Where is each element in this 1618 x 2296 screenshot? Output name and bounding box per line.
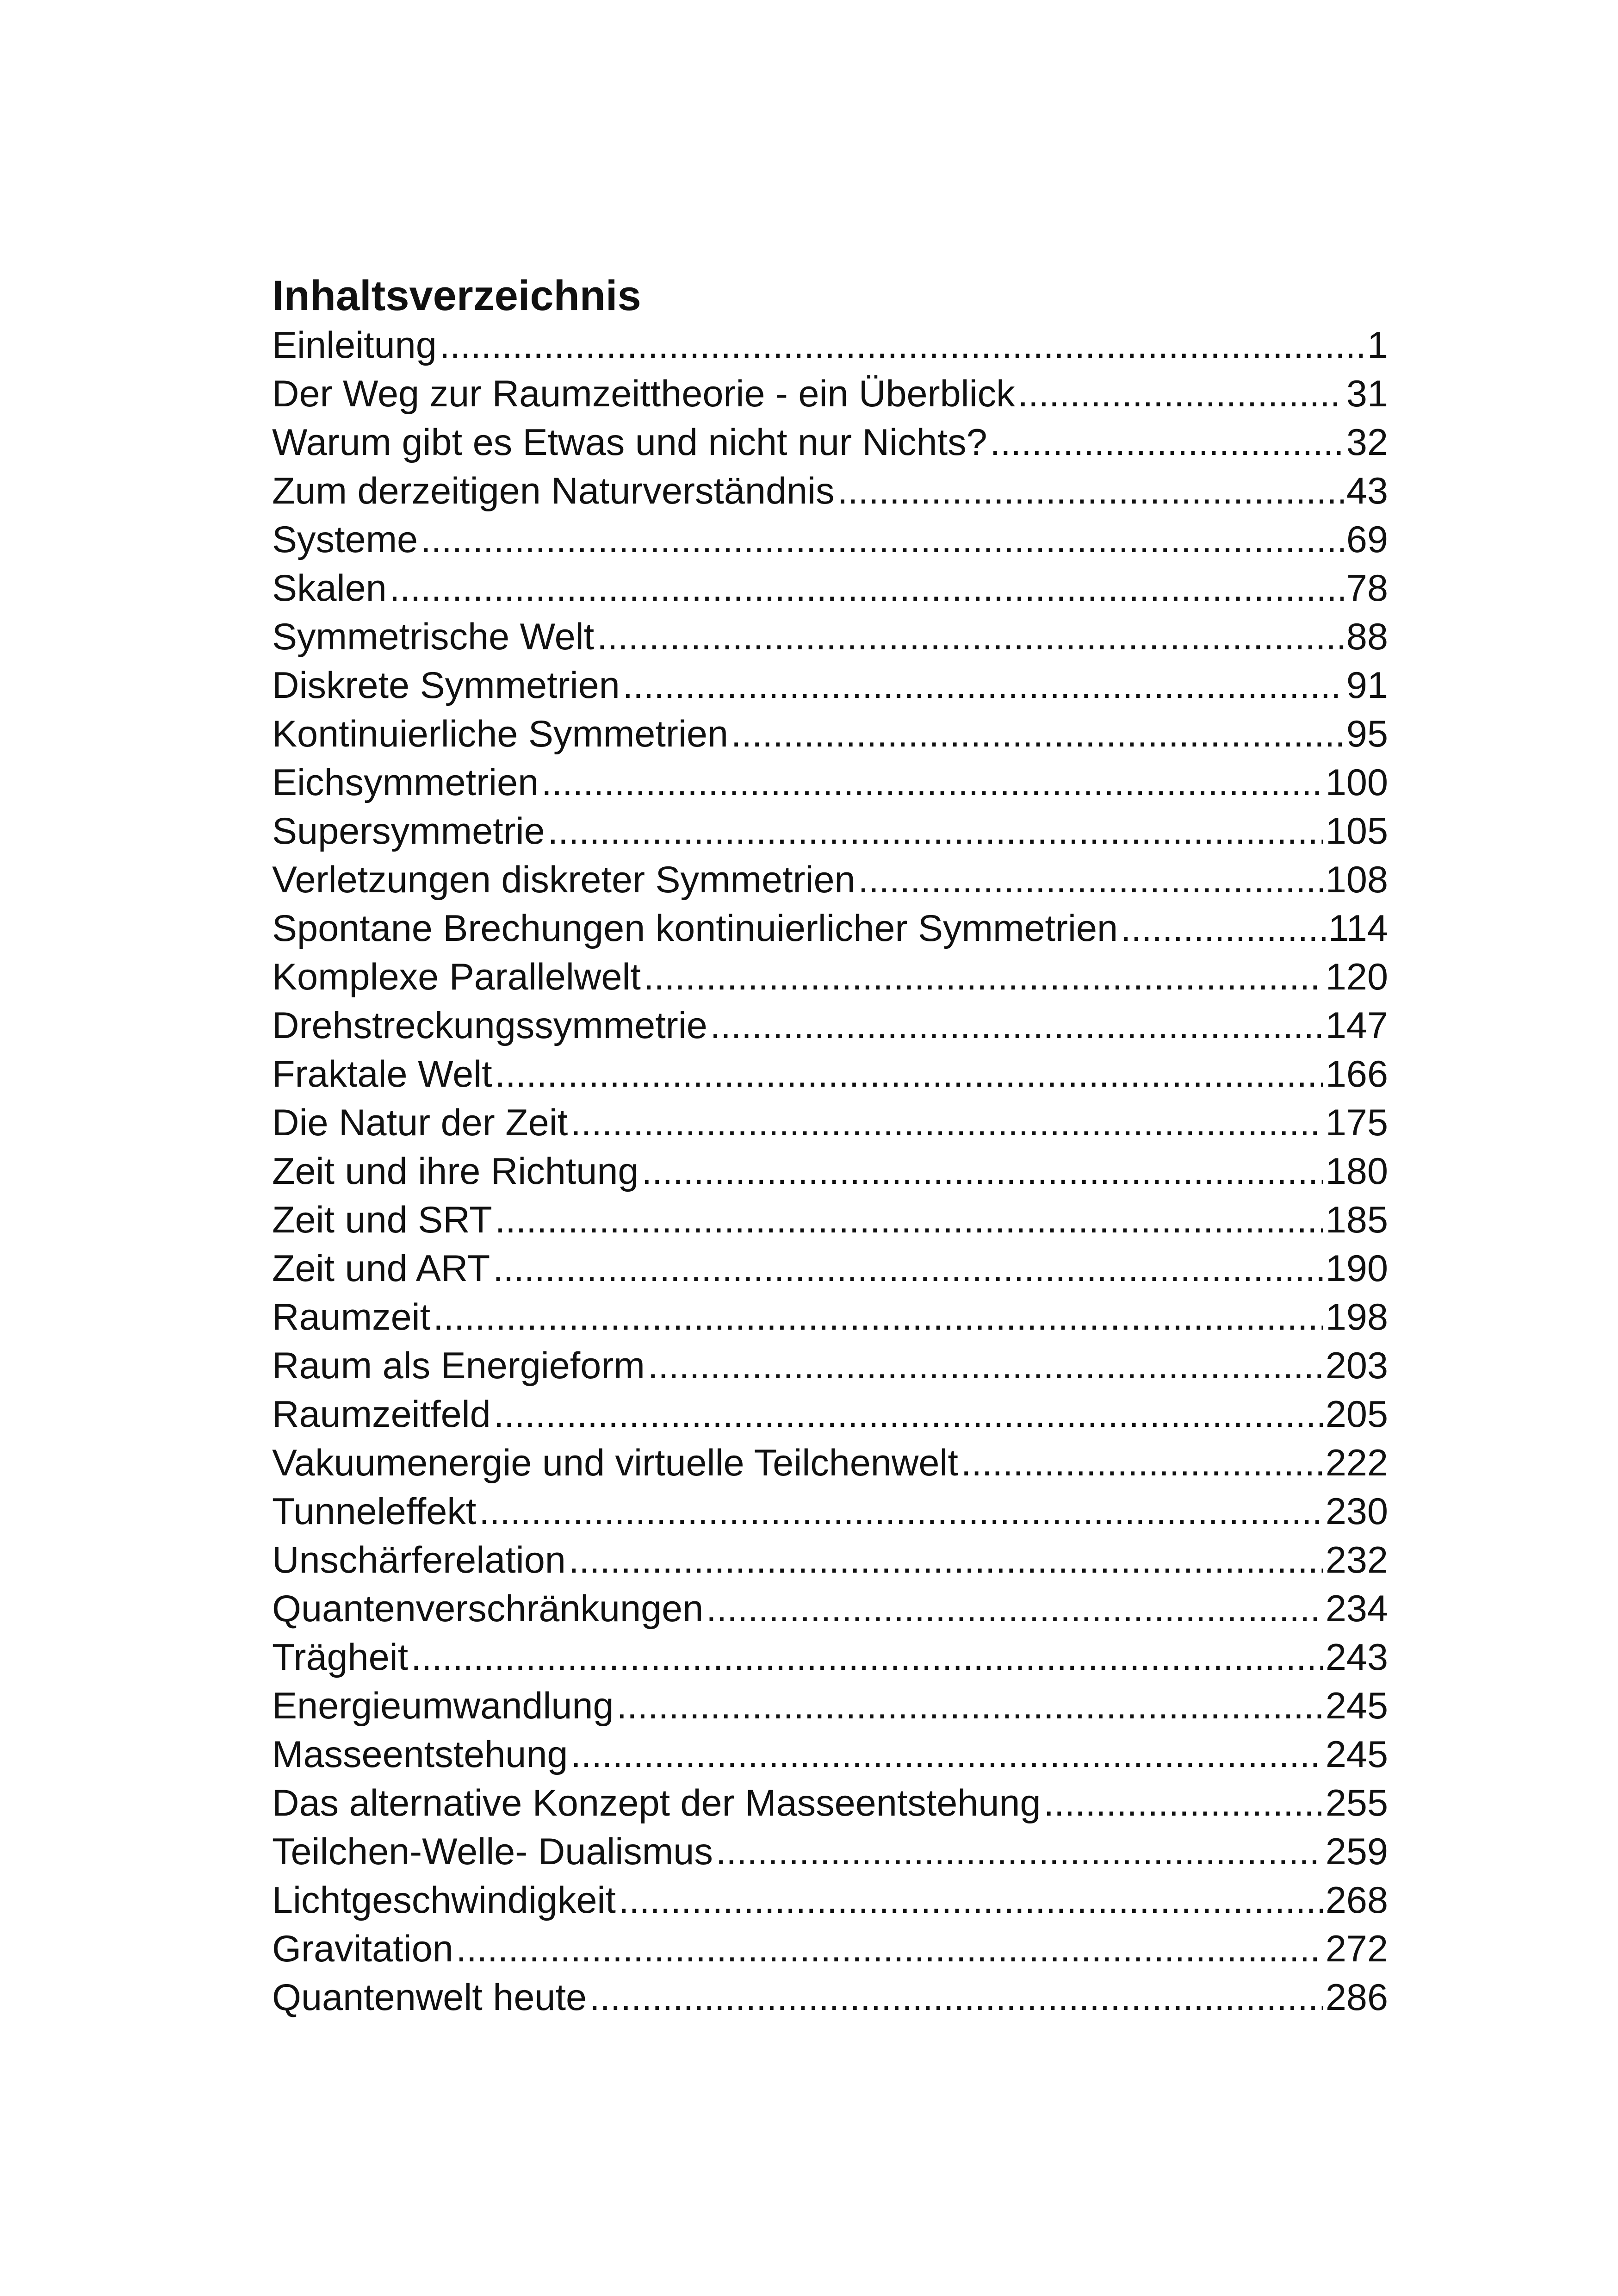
- toc-entry[interactable]: [272, 856, 1388, 904]
- toc-entry-title: Vakuumenergie und virtuelle Teilchenwelt: [272, 1442, 958, 1484]
- toc-title: Inhaltsverzeichnis: [272, 272, 641, 319]
- toc-entry[interactable]: [272, 953, 1388, 1002]
- toc-entry-title: Quantenverschränkungen: [272, 1588, 704, 1630]
- toc-entry-title: Spontane Brechungen kontinuierlicher Symmetrien: [272, 908, 1118, 949]
- toc-entry-page-number: 166: [1325, 1053, 1388, 1095]
- toc-entry-page-number: 91: [1346, 665, 1388, 706]
- toc-entry-title: Zum derzeitigen Naturverständnis: [272, 470, 835, 512]
- toc-entry-title: Zeit und SRT: [272, 1199, 492, 1241]
- toc-entry[interactable]: [272, 1244, 1388, 1293]
- table-of-contents: [272, 270, 1388, 2022]
- toc-entry-title: Raumzeit: [272, 1296, 431, 1338]
- toc-entry-title: Quantenwelt heute: [272, 1977, 587, 2018]
- dot-leader: [479, 1487, 1323, 1536]
- toc-entry[interactable]: [272, 1828, 1388, 1876]
- toc-entry-page-number: 108: [1325, 859, 1388, 901]
- toc-entry-title: Drehstreckungssymmetrie: [272, 1005, 707, 1046]
- toc-entry[interactable]: [272, 1633, 1388, 1682]
- toc-entry-title: Systeme: [272, 519, 418, 560]
- toc-entry-page-number: 245: [1325, 1685, 1388, 1727]
- toc-entry[interactable]: [272, 1876, 1388, 1925]
- toc-entry-page-number: 100: [1325, 762, 1388, 803]
- toc-entry[interactable]: [272, 1147, 1388, 1196]
- toc-entry[interactable]: [272, 418, 1388, 467]
- toc-entry-title: Teilchen-Welle- Dualismus: [272, 1831, 713, 1873]
- toc-entry[interactable]: [272, 1925, 1388, 1973]
- toc-entry[interactable]: [272, 1973, 1388, 2022]
- toc-entry[interactable]: [272, 1099, 1388, 1147]
- toc-entry-title: Zeit und ihre Richtung: [272, 1151, 639, 1192]
- dot-leader: [990, 418, 1344, 467]
- dot-leader: [541, 759, 1323, 807]
- dot-leader: [456, 1925, 1323, 1973]
- toc-entry-page-number: 78: [1346, 567, 1388, 609]
- toc-entry[interactable]: [272, 321, 1388, 370]
- toc-entry-page-number: 232: [1325, 1539, 1388, 1581]
- dot-leader: [570, 1099, 1323, 1147]
- toc-entry-title: Raumzeitfeld: [272, 1394, 491, 1435]
- toc-entry[interactable]: [272, 661, 1388, 710]
- toc-entry-title: Skalen: [272, 567, 387, 609]
- toc-entry-page-number: 205: [1325, 1394, 1388, 1435]
- toc-entry[interactable]: [272, 1536, 1388, 1585]
- toc-entry-page-number: 31: [1346, 373, 1388, 415]
- toc-entry-page-number: 180: [1325, 1151, 1388, 1192]
- toc-entry[interactable]: [272, 613, 1388, 661]
- dot-leader: [411, 1633, 1323, 1682]
- toc-entry-title: Lichtgeschwindigkeit: [272, 1879, 616, 1921]
- toc-entry-title: Supersymmetrie: [272, 810, 545, 852]
- toc-entry-title: Tunneleffekt: [272, 1491, 477, 1532]
- dot-leader: [619, 1876, 1323, 1925]
- toc-entry-title: Raum als Energieform: [272, 1345, 645, 1387]
- dot-leader: [716, 1828, 1323, 1876]
- toc-entry[interactable]: [272, 807, 1388, 856]
- dot-leader: [641, 1147, 1322, 1196]
- toc-entry-page-number: 43: [1346, 470, 1388, 512]
- toc-entry-page-number: 230: [1325, 1491, 1388, 1532]
- dot-leader: [494, 1390, 1323, 1439]
- toc-entry-title: Symmetrische Welt: [272, 616, 595, 658]
- dot-leader: [495, 1196, 1323, 1244]
- toc-entry-page-number: 69: [1346, 519, 1388, 560]
- toc-entry-title: Die Natur der Zeit: [272, 1102, 568, 1144]
- toc-entry-page-number: 268: [1325, 1879, 1388, 1921]
- toc-entry-title: Kontinuierliche Symmetrien: [272, 713, 728, 755]
- dot-leader: [1044, 1779, 1323, 1828]
- toc-entry[interactable]: [272, 564, 1388, 613]
- dot-leader: [648, 1342, 1323, 1390]
- dot-leader: [495, 1050, 1323, 1099]
- dot-leader: [617, 1682, 1323, 1730]
- toc-entry[interactable]: [272, 1487, 1388, 1536]
- toc-entry[interactable]: [272, 1293, 1388, 1342]
- toc-entry-list: [272, 321, 1388, 2022]
- dot-leader: [421, 516, 1344, 564]
- toc-entry-page-number: 198: [1325, 1296, 1388, 1338]
- toc-entry-page-number: 234: [1325, 1588, 1388, 1630]
- toc-entry[interactable]: [272, 467, 1388, 516]
- dot-leader: [623, 661, 1344, 710]
- toc-entry[interactable]: [272, 516, 1388, 564]
- toc-entry[interactable]: [272, 370, 1388, 418]
- toc-entry-page-number: 245: [1325, 1734, 1388, 1775]
- toc-entry-title: Eichsymmetrien: [272, 762, 539, 803]
- dot-leader: [569, 1536, 1323, 1585]
- toc-entry-title: Diskrete Symmetrien: [272, 665, 620, 706]
- toc-entry-title: Einleitung: [272, 324, 437, 366]
- toc-entry[interactable]: [272, 1779, 1388, 1828]
- toc-entry-page-number: 95: [1346, 713, 1388, 755]
- dot-leader: [493, 1244, 1323, 1293]
- toc-entry-page-number: 147: [1325, 1005, 1388, 1046]
- toc-entry-page-number: 185: [1325, 1199, 1388, 1241]
- toc-entry-page-number: 88: [1346, 616, 1388, 658]
- toc-entry-title: Gravitation: [272, 1928, 453, 1970]
- toc-entry-page-number: 175: [1325, 1102, 1388, 1144]
- dot-leader: [710, 1002, 1323, 1050]
- toc-entry-title: Das alternative Konzept der Masseentstehung: [272, 1782, 1041, 1824]
- toc-entry-page-number: 114: [1328, 908, 1388, 949]
- toc-entry-title: Zeit und ART: [272, 1248, 490, 1289]
- dot-leader: [548, 807, 1323, 856]
- toc-entry-title: Warum gibt es Etwas und nicht nur Nichts?: [272, 422, 987, 463]
- dot-leader: [433, 1293, 1323, 1342]
- toc-entry[interactable]: [272, 1002, 1388, 1050]
- toc-entry[interactable]: [272, 759, 1388, 807]
- toc-entry-title: Komplexe Parallelwelt: [272, 956, 641, 998]
- toc-entry-page-number: 259: [1325, 1831, 1388, 1873]
- toc-entry-page-number: 243: [1325, 1636, 1388, 1678]
- dot-leader: [597, 613, 1344, 661]
- dot-leader: [961, 1439, 1323, 1487]
- toc-entry-page-number: 120: [1325, 956, 1388, 998]
- dot-leader: [837, 467, 1344, 516]
- toc-entry-page-number: 203: [1325, 1345, 1388, 1387]
- toc-entry-page-number: 105: [1325, 810, 1388, 852]
- dot-leader: [589, 1973, 1323, 2022]
- dot-leader: [440, 321, 1364, 370]
- toc-entry-page-number: 190: [1325, 1248, 1388, 1289]
- toc-entry-title: Fraktale Welt: [272, 1053, 492, 1095]
- dot-leader: [706, 1585, 1323, 1633]
- dot-leader: [644, 953, 1323, 1002]
- toc-entry[interactable]: [272, 1050, 1388, 1099]
- toc-entry-title: Trägheit: [272, 1636, 409, 1678]
- toc-entry-title: Der Weg zur Raumzeittheorie - ein Überblick: [272, 373, 1015, 415]
- toc-entry-page-number: 32: [1346, 422, 1388, 463]
- toc-entry[interactable]: [272, 1730, 1388, 1779]
- dot-leader: [1121, 904, 1326, 953]
- toc-entry[interactable]: [272, 710, 1388, 759]
- toc-entry[interactable]: [272, 1585, 1388, 1633]
- toc-entry-title: Unschärferelation: [272, 1539, 566, 1581]
- dot-leader: [731, 710, 1344, 759]
- toc-entry-page-number: 272: [1325, 1928, 1388, 1970]
- toc-entry[interactable]: [272, 1682, 1388, 1730]
- dot-leader: [390, 564, 1344, 613]
- toc-entry[interactable]: [272, 904, 1388, 953]
- toc-entry[interactable]: [272, 1390, 1388, 1439]
- dot-leader: [570, 1730, 1322, 1779]
- toc-entry[interactable]: [272, 1439, 1388, 1487]
- toc-entry-page-number: 255: [1325, 1782, 1388, 1824]
- toc-entry-page-number: 222: [1325, 1442, 1388, 1484]
- toc-entry-title: Masseentstehung: [272, 1734, 568, 1775]
- toc-entry-page-number: 286: [1325, 1977, 1388, 2018]
- toc-entry-page-number: 1: [1367, 324, 1388, 366]
- toc-entry[interactable]: [272, 1196, 1388, 1244]
- toc-entry[interactable]: [272, 1342, 1388, 1390]
- toc-entry-title: Verletzungen diskreter Symmetrien: [272, 859, 855, 901]
- toc-entry-title: Energieumwandlung: [272, 1685, 614, 1727]
- dot-leader: [858, 856, 1323, 904]
- dot-leader: [1018, 370, 1344, 418]
